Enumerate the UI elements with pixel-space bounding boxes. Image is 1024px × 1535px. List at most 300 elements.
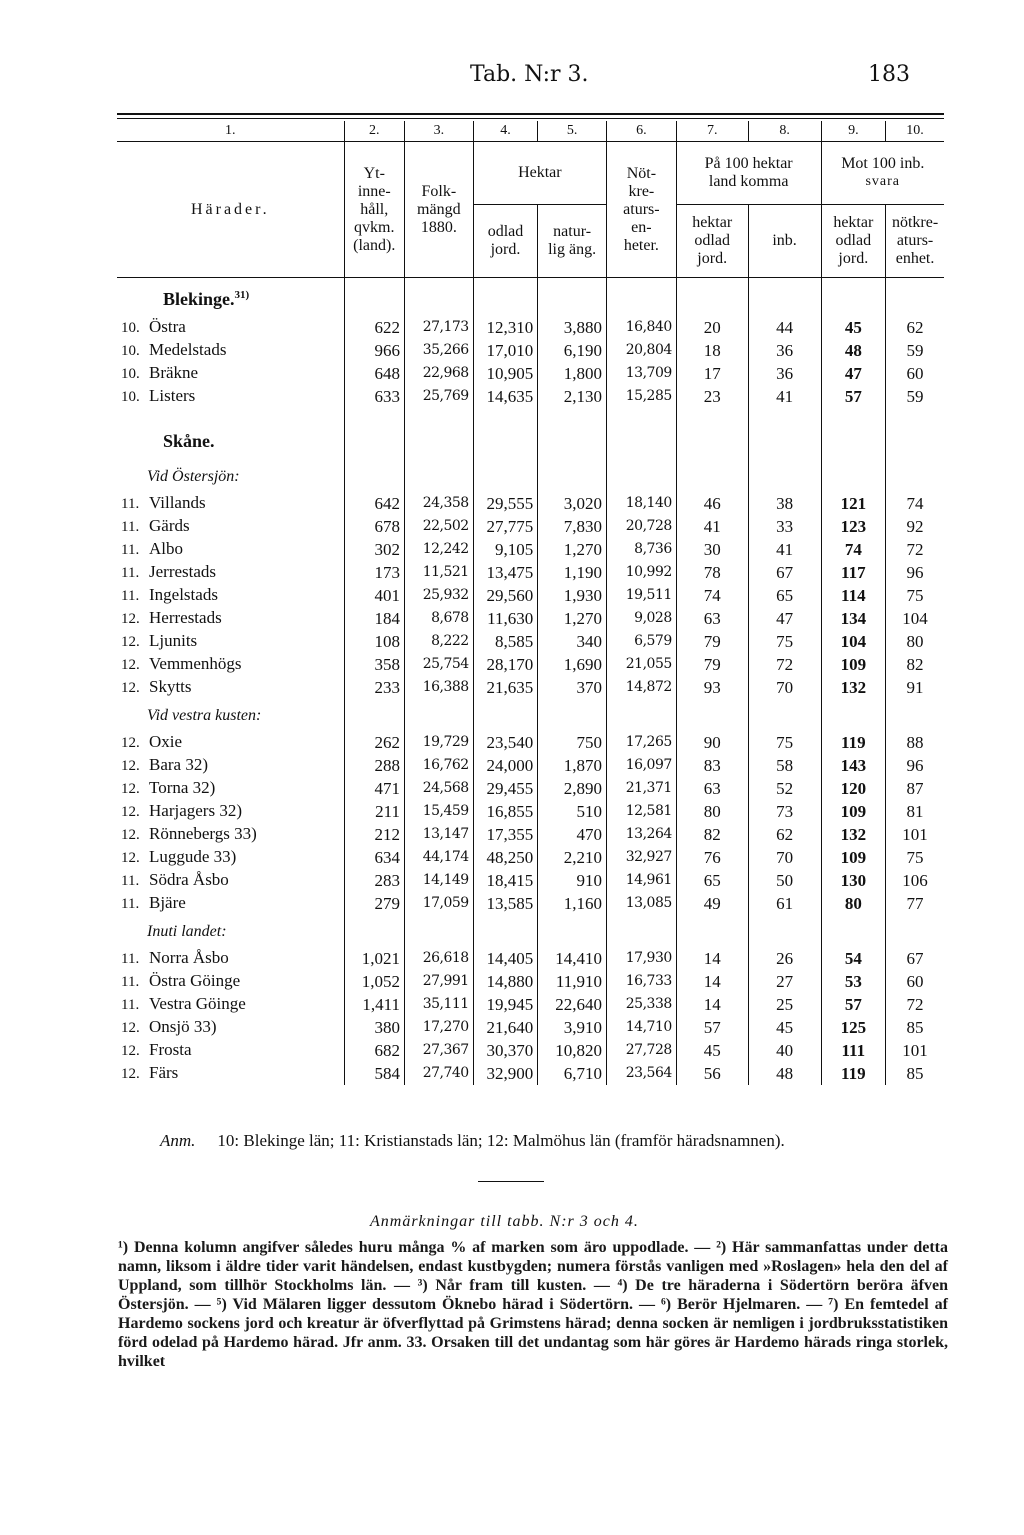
empty-cell <box>821 422 886 460</box>
harad-cell <box>117 339 344 362</box>
hektar-per-100-cell: 30 <box>676 538 748 561</box>
table-row <box>117 947 944 970</box>
hektar-per-100-inb-cell: 123 <box>821 515 886 538</box>
harad-cell <box>117 362 344 385</box>
header-line: qvkm. <box>354 218 395 236</box>
header-line: 1880. <box>420 218 457 236</box>
cattle-per-100-inb-cell: 72 <box>886 993 944 1016</box>
hektar-per-100-cell: 80 <box>676 800 748 823</box>
cattle-per-100-inb-cell: 60 <box>886 362 944 385</box>
area-cell: 173 <box>344 561 404 584</box>
hektar-per-100-cell: 82 <box>676 823 748 846</box>
harad-cell <box>117 1039 344 1062</box>
empty-cell <box>344 408 404 422</box>
cattle-per-100-inb-cell: 77 <box>886 892 944 915</box>
empty-cell <box>473 699 538 731</box>
cultivated-cell: 14,880 <box>473 970 538 993</box>
cattle-per-100-inb-cell: 106 <box>886 869 944 892</box>
empty-cell <box>404 699 473 731</box>
county-code: 11. <box>121 873 140 889</box>
population-cell: 22,502 <box>404 515 473 538</box>
meadow-cell: 1,690 <box>538 653 607 676</box>
hektar-per-100-cell: 14 <box>676 993 748 1016</box>
harad-name: Rönnebergs 33) <box>149 824 257 843</box>
table-row <box>117 316 944 339</box>
cultivated-cell: 11,630 <box>473 607 538 630</box>
population-cell: 22,968 <box>404 362 473 385</box>
cattle-per-100-inb-cell: 82 <box>886 653 944 676</box>
inb-per-100-cell: 70 <box>748 846 821 869</box>
table-body <box>117 278 944 1086</box>
harad-cell <box>117 630 344 653</box>
harad-name: Bjäre <box>149 893 186 912</box>
cattle-per-100-inb-cell: 96 <box>886 561 944 584</box>
cattle-per-100-inb-cell: 92 <box>886 515 944 538</box>
empty-cell <box>538 408 607 422</box>
hektar-per-100-cell: 83 <box>676 754 748 777</box>
cattle-cell: 10,992 <box>606 561 676 584</box>
empty-cell <box>676 699 748 731</box>
cultivated-cell: 8,585 <box>473 630 538 653</box>
statistics-table <box>117 121 944 1085</box>
meadow-cell: 22,640 <box>538 993 607 1016</box>
cultivated-cell: 17,010 <box>473 339 538 362</box>
header-line: Mot 100 inb. <box>841 155 925 172</box>
empty-cell <box>344 422 404 460</box>
county-code: 12. <box>121 611 140 627</box>
table-row <box>117 607 944 630</box>
empty-cell <box>538 460 607 492</box>
cattle-cell: 19,511 <box>606 584 676 607</box>
header-line: jord. <box>490 241 521 258</box>
cattle-per-100-inb-cell: 96 <box>886 754 944 777</box>
area-cell: 108 <box>344 630 404 653</box>
area-cell: 212 <box>344 823 404 846</box>
meadow-cell: 1,270 <box>538 607 607 630</box>
spacer-row <box>117 408 944 422</box>
harad-name: Villands <box>149 493 206 512</box>
cattle-per-100-inb-cell: 59 <box>886 385 944 408</box>
area-cell: 642 <box>344 492 404 515</box>
col-number: 4. <box>473 121 538 142</box>
harad-name: Luggude 33) <box>149 847 237 866</box>
hektar-per-100-cell: 56 <box>676 1062 748 1085</box>
region-heading <box>117 278 344 317</box>
top-rule-thin <box>117 118 944 119</box>
harad-cell <box>117 823 344 846</box>
inb-per-100-cell: 70 <box>748 676 821 699</box>
area-cell: 302 <box>344 538 404 561</box>
header-line: hektar <box>833 214 874 231</box>
col-header-area <box>344 142 404 278</box>
cultivated-cell: 48,250 <box>473 846 538 869</box>
inb-per-100-cell: 45 <box>748 1016 821 1039</box>
harad-cell <box>117 970 344 993</box>
note-text: 10: Blekinge län; 11: Kristianstads län; 12: Malmöhus län (framför häradsnamnen). <box>217 1131 785 1150</box>
harad-cell <box>117 1062 344 1085</box>
col-number: 10. <box>886 121 944 142</box>
meadow-cell: 510 <box>538 800 607 823</box>
inb-per-100-cell: 27 <box>748 970 821 993</box>
county-code: 12. <box>121 680 140 696</box>
empty-cell <box>404 915 473 947</box>
area-cell: 211 <box>344 800 404 823</box>
empty-cell <box>344 460 404 492</box>
population-cell: 16,388 <box>404 676 473 699</box>
header-line: en- <box>631 218 652 236</box>
meadow-cell: 3,020 <box>538 492 607 515</box>
population-cell: 11,521 <box>404 561 473 584</box>
inb-per-100-cell: 67 <box>748 561 821 584</box>
harad-name: Färs <box>149 1063 179 1082</box>
inb-per-100-cell: 73 <box>748 800 821 823</box>
cattle-per-100-inb-cell: 62 <box>886 316 944 339</box>
hektar-per-100-inb-cell: 47 <box>821 362 886 385</box>
empty-cell <box>473 278 538 317</box>
col-number: 8. <box>748 121 821 142</box>
population-cell: 24,358 <box>404 492 473 515</box>
header-line: heter. <box>623 236 659 254</box>
cultivated-cell: 14,635 <box>473 385 538 408</box>
cattle-per-100-inb-cell: 85 <box>886 1016 944 1039</box>
harad-cell <box>117 1016 344 1039</box>
table-row <box>117 800 944 823</box>
col-header-inb: inb. <box>748 205 821 278</box>
inb-per-100-cell: 38 <box>748 492 821 515</box>
empty-cell <box>606 278 676 317</box>
county-code: 11. <box>121 565 140 581</box>
hektar-per-100-inb-cell: 121 <box>821 492 886 515</box>
table-row <box>117 538 944 561</box>
header-line: aturs- <box>623 200 660 218</box>
cattle-cell: 8,736 <box>606 538 676 561</box>
population-cell: 17,270 <box>404 1016 473 1039</box>
table-row <box>117 754 944 777</box>
cultivated-cell: 14,405 <box>473 947 538 970</box>
inb-per-100-cell: 26 <box>748 947 821 970</box>
harad-name: Vemmenhögs <box>149 654 242 673</box>
cattle-per-100-inb-cell: 101 <box>886 1039 944 1062</box>
empty-cell <box>538 278 607 317</box>
table-title: Tab. N:r 3. <box>470 62 589 87</box>
county-code: 11. <box>121 519 140 535</box>
empty-cell <box>538 422 607 460</box>
area-cell: 682 <box>344 1039 404 1062</box>
empty-cell <box>748 408 821 422</box>
area-cell: 622 <box>344 316 404 339</box>
table-row <box>117 362 944 385</box>
population-cell: 27,991 <box>404 970 473 993</box>
cattle-per-100-inb-cell: 88 <box>886 731 944 754</box>
harad-name: Ingelstads <box>149 585 218 604</box>
cattle-cell: 15,285 <box>606 385 676 408</box>
county-code: 11. <box>121 951 140 967</box>
empty-cell <box>538 699 607 731</box>
hektar-per-100-inb-cell: 109 <box>821 800 886 823</box>
empty-cell <box>606 460 676 492</box>
area-cell: 1,411 <box>344 993 404 1016</box>
empty-cell <box>344 278 404 317</box>
harad-cell <box>117 316 344 339</box>
cattle-per-100-inb-cell: 87 <box>886 777 944 800</box>
subsection-heading: Vid vestra kusten: <box>147 706 262 724</box>
col-number: 2. <box>344 121 404 142</box>
meadow-cell: 1,160 <box>538 892 607 915</box>
cultivated-cell: 16,855 <box>473 800 538 823</box>
cultivated-cell: 30,370 <box>473 1039 538 1062</box>
cultivated-cell: 32,900 <box>473 1062 538 1085</box>
col-header-cattle <box>606 142 676 278</box>
cattle-per-100-inb-cell: 81 <box>886 800 944 823</box>
empty-cell <box>886 699 944 731</box>
cultivated-cell: 18,415 <box>473 869 538 892</box>
population-cell: 12,242 <box>404 538 473 561</box>
page-number: 183 <box>868 62 910 87</box>
hektar-per-100-inb-cell: 74 <box>821 538 886 561</box>
col-number: 6. <box>606 121 676 142</box>
hektar-per-100-inb-cell: 134 <box>821 607 886 630</box>
cattle-per-100-inb-cell: 67 <box>886 947 944 970</box>
cattle-cell: 32,927 <box>606 846 676 869</box>
cattle-cell: 17,930 <box>606 947 676 970</box>
harad-name: Harjagers 32) <box>149 801 242 820</box>
cattle-cell: 16,840 <box>606 316 676 339</box>
population-cell: 14,149 <box>404 869 473 892</box>
harad-name: Östra <box>149 317 186 336</box>
harad-cell <box>117 947 344 970</box>
table-row <box>117 1062 944 1085</box>
hektar-per-100-inb-cell: 54 <box>821 947 886 970</box>
meadow-cell: 3,880 <box>538 316 607 339</box>
hektar-per-100-inb-cell: 130 <box>821 869 886 892</box>
col-number: 5. <box>538 121 607 142</box>
meadow-cell: 2,130 <box>538 385 607 408</box>
inb-per-100-cell: 25 <box>748 993 821 1016</box>
population-cell: 25,769 <box>404 385 473 408</box>
harad-cell <box>117 385 344 408</box>
cultivated-cell: 12,310 <box>473 316 538 339</box>
header-line: aturs- <box>896 232 934 249</box>
county-code: 11. <box>121 496 140 512</box>
cattle-per-100-inb-cell: 60 <box>886 970 944 993</box>
area-cell: 584 <box>344 1062 404 1085</box>
hektar-per-100-cell: 90 <box>676 731 748 754</box>
remarks-title: Anmärkningar till tabb. N:r 3 och 4. <box>370 1213 639 1230</box>
meadow-cell: 1,870 <box>538 754 607 777</box>
cattle-per-100-inb-cell: 104 <box>886 607 944 630</box>
hektar-per-100-inb-cell: 125 <box>821 1016 886 1039</box>
harad-name: Oxie <box>149 732 183 751</box>
header-line: hektar <box>692 214 733 231</box>
cattle-per-100-inb-cell: 75 <box>886 584 944 607</box>
empty-cell <box>473 915 538 947</box>
harad-name: Torna 32) <box>149 778 216 797</box>
hektar-per-100-inb-cell: 53 <box>821 970 886 993</box>
harad-cell <box>117 561 344 584</box>
empty-cell <box>404 460 473 492</box>
hektar-per-100-cell: 63 <box>676 777 748 800</box>
header-line: nötkre- <box>891 214 939 231</box>
cattle-cell: 16,097 <box>606 754 676 777</box>
table-row <box>117 846 944 869</box>
cattle-cell: 21,055 <box>606 653 676 676</box>
col-header-hektar: Hektar <box>473 142 606 205</box>
harad-cell <box>117 869 344 892</box>
empty-cell <box>748 278 821 317</box>
area-cell: 184 <box>344 607 404 630</box>
col-header-odlad <box>473 205 538 278</box>
county-code: 12. <box>121 758 140 774</box>
area-cell: 634 <box>344 846 404 869</box>
population-cell: 24,568 <box>404 777 473 800</box>
header-line: Nöt- <box>626 164 657 182</box>
cattle-per-100-inb-cell: 59 <box>886 339 944 362</box>
hektar-per-100-cell: 74 <box>676 584 748 607</box>
header-line: På 100 hektar <box>704 155 793 172</box>
cattle-cell: 20,728 <box>606 515 676 538</box>
hektar-per-100-cell: 65 <box>676 869 748 892</box>
harad-cell <box>117 846 344 869</box>
county-code: 12. <box>121 827 140 843</box>
inb-per-100-cell: 61 <box>748 892 821 915</box>
area-cell: 678 <box>344 515 404 538</box>
area-cell: 401 <box>344 584 404 607</box>
hektar-per-100-cell: 79 <box>676 653 748 676</box>
harad-name: Onsjö 33) <box>149 1017 217 1036</box>
hektar-per-100-cell: 79 <box>676 630 748 653</box>
harad-cell <box>117 754 344 777</box>
empty-cell <box>886 915 944 947</box>
hektar-per-100-cell: 63 <box>676 607 748 630</box>
county-code: 10. <box>121 320 140 336</box>
header-line: jord. <box>697 250 728 267</box>
cattle-per-100-inb-cell: 101 <box>886 823 944 846</box>
meadow-cell: 1,930 <box>538 584 607 607</box>
harad-cell <box>117 653 344 676</box>
hektar-per-100-inb-cell: 132 <box>821 676 886 699</box>
population-cell: 8,678 <box>404 607 473 630</box>
meadow-cell: 1,270 <box>538 538 607 561</box>
harad-cell <box>117 800 344 823</box>
hektar-per-100-cell: 14 <box>676 970 748 993</box>
county-code: 10. <box>121 366 140 382</box>
cultivated-cell: 19,945 <box>473 993 538 1016</box>
inb-per-100-cell: 44 <box>748 316 821 339</box>
table-note <box>160 1131 785 1151</box>
empty-cell <box>886 408 944 422</box>
hektar-per-100-inb-cell: 120 <box>821 777 886 800</box>
cultivated-cell: 29,560 <box>473 584 538 607</box>
header-line: inne- <box>357 182 391 200</box>
hektar-per-100-inb-cell: 117 <box>821 561 886 584</box>
header-line: håll, <box>360 200 389 218</box>
empty-cell <box>748 915 821 947</box>
cultivated-cell: 21,640 <box>473 1016 538 1039</box>
hektar-per-100-inb-cell: 57 <box>821 993 886 1016</box>
population-cell: 27,740 <box>404 1062 473 1085</box>
cultivated-cell: 29,555 <box>473 492 538 515</box>
subsection-heading: Vid Östersjön: <box>147 467 240 485</box>
population-cell: 16,762 <box>404 754 473 777</box>
col-header-hektar-odlad-2 <box>821 205 886 278</box>
hektar-per-100-inb-cell: 143 <box>821 754 886 777</box>
inb-per-100-cell: 41 <box>748 385 821 408</box>
meadow-cell: 11,910 <box>538 970 607 993</box>
cattle-cell: 21,371 <box>606 777 676 800</box>
empty-cell <box>538 915 607 947</box>
remarks-text: ¹) Denna kolumn angifver således huru många % af marken som äro uppodlade. — ²) Här sammanfattas under detta namn, liksom i äldre tider varit händelsen, endast kustbygden; numera förstås vanligen med »Roslagen» hela den del af Uppland, som tillhör Stockholms län. — ³) Når fram till kusten. — ⁴) De tre häraderna i Södertörn berörа äfven Östersjön. — ⁵) Vid Mälaren ligger dessutom Öknebo härad i Södertörn. — ⁶) Berör Hjelmaren. — ⁷) En femtedel af Hardemo sockens jord och kreatur är öfverflyttad på Grimstens härad; denna socken är nemligen i jordbruksstatistiken förd odelad på Hardemo härad. Jfr anm. 33. Orsaken till det undantag som här göres är Hardemo härads ringa storlek, hvilket <box>118 1239 948 1370</box>
col-header-per-100-inb <box>821 142 944 205</box>
hektar-per-100-cell: 46 <box>676 492 748 515</box>
hektar-per-100-cell: 49 <box>676 892 748 915</box>
hektar-per-100-inb-cell: 57 <box>821 385 886 408</box>
meadow-cell: 2,210 <box>538 846 607 869</box>
table-row <box>117 777 944 800</box>
hektar-per-100-cell: 17 <box>676 362 748 385</box>
cattle-cell: 18,140 <box>606 492 676 515</box>
top-rule <box>117 113 944 115</box>
inb-per-100-cell: 65 <box>748 584 821 607</box>
cultivated-cell: 13,585 <box>473 892 538 915</box>
hektar-per-100-cell: 23 <box>676 385 748 408</box>
inb-per-100-cell: 40 <box>748 1039 821 1062</box>
header-line: Yt- <box>363 164 385 182</box>
area-cell: 288 <box>344 754 404 777</box>
inb-per-100-cell: 62 <box>748 823 821 846</box>
hektar-per-100-cell: 76 <box>676 846 748 869</box>
table-row <box>117 993 944 1016</box>
meadow-cell: 6,190 <box>538 339 607 362</box>
empty-cell <box>821 699 886 731</box>
area-cell: 233 <box>344 676 404 699</box>
cattle-cell: 14,710 <box>606 1016 676 1039</box>
hektar-per-100-cell: 45 <box>676 1039 748 1062</box>
area-cell: 380 <box>344 1016 404 1039</box>
meadow-cell: 910 <box>538 869 607 892</box>
hektar-per-100-inb-cell: 109 <box>821 846 886 869</box>
empty-cell <box>821 408 886 422</box>
cultivated-cell: 10,905 <box>473 362 538 385</box>
inb-per-100-cell: 75 <box>748 630 821 653</box>
col-header-hektar-odlad <box>676 205 748 278</box>
empty-cell <box>606 915 676 947</box>
hektar-per-100-cell: 78 <box>676 561 748 584</box>
cattle-cell: 20,804 <box>606 339 676 362</box>
cattle-cell: 13,264 <box>606 823 676 846</box>
hektar-per-100-inb-cell: 80 <box>821 892 886 915</box>
empty-cell <box>676 408 748 422</box>
col-header-cattle-unit <box>886 205 944 278</box>
cattle-cell: 12,581 <box>606 800 676 823</box>
county-code: 12. <box>121 1020 140 1036</box>
area-cell: 471 <box>344 777 404 800</box>
header-line: land komma <box>708 173 789 190</box>
empty-cell <box>676 422 748 460</box>
region-label: Blekinge. <box>163 288 235 309</box>
col-header-naturlig <box>538 205 607 278</box>
county-code: 11. <box>121 588 140 604</box>
footnote-ref: 31) <box>234 288 250 301</box>
cultivated-cell: 23,540 <box>473 731 538 754</box>
table-row <box>117 892 944 915</box>
cattle-cell: 13,085 <box>606 892 676 915</box>
cattle-cell: 16,733 <box>606 970 676 993</box>
harad-cell <box>117 492 344 515</box>
meadow-cell: 3,910 <box>538 1016 607 1039</box>
subsection-heading-row <box>117 460 944 492</box>
area-cell: 1,021 <box>344 947 404 970</box>
cattle-cell: 14,872 <box>606 676 676 699</box>
